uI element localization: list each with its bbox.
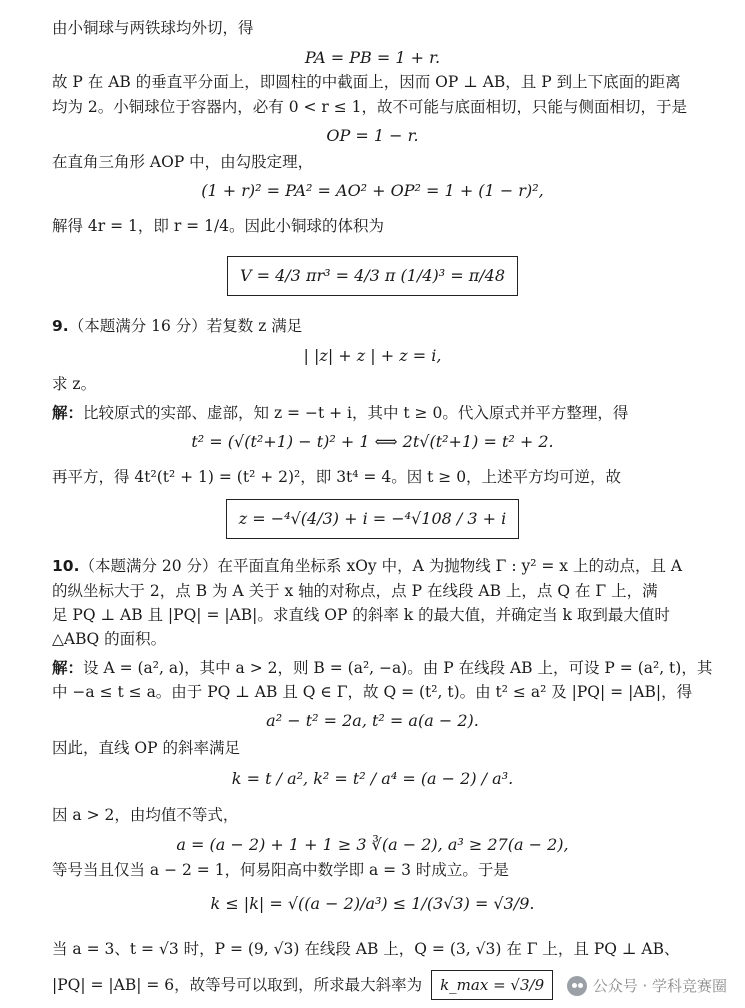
text-line: 因 a > 2，由均值不等式， (52, 806, 239, 824)
text-line: 再平方，得 4t²(t² + 1) = (t² + 2)²，即 3t⁴ = 4。因 t ≥ 0，上述平方均可逆，故 (52, 468, 622, 486)
boxed-result (0, 499, 745, 539)
text-line: △ABQ 的面积。 (52, 630, 167, 648)
problem-number: 9. (52, 317, 69, 335)
text-line: 均为 2。小铜球位于容器内，必有 0 < r ≤ 1，故不可能与底面相切，只能与侧面相切，于是 (52, 98, 688, 116)
equation: OP = 1 − r. (326, 126, 419, 145)
problem-statement: （本题满分 20 分）在平面直角坐标系 xOy 中，A 为抛物线 Γ : y² = x 上的动点，且 A (79, 557, 683, 575)
equation: k ≤ |k| = √((a − 2)/a³) ≤ 1/(3√3) = √3/9. (210, 894, 535, 913)
problem-header (52, 316, 302, 336)
boxed-equation: z = −⁴√(4/3) + i = −⁴√108 / 3 + i (226, 499, 520, 539)
problem-number: 10. (52, 557, 80, 575)
equation: t² = (√(t²+1) − t)² + 1 ⟺ 2t√(t²+1) = t² + 2. (191, 432, 554, 451)
solution-label: 解： (52, 658, 84, 677)
text-line: 中 −a ≤ t ≤ a。由于 PQ ⊥ AB 且 Q ∈ Γ，故 Q = (t², t)。由 t² ≤ a² 及 |PQ| = |AB|，得 (52, 683, 693, 701)
problem-header (52, 556, 682, 576)
final-text: |PQ| = |AB| = 6，故等号可以取到，所求最大斜率为 (52, 976, 423, 994)
text-line: 解得 4r = 1，即 r = 1/4。因此小铜球的体积为 (52, 217, 385, 235)
solution-text: 比较原式的实部、虚部，知 z = −t + i，其中 t ≥ 0。代入原式并平方整理，得 (83, 404, 629, 422)
text-line: 的纵坐标大于 2，点 B 为 A 关于 x 轴的对称点，点 P 在线段 AB 上，点 Q 在 Γ 上，满 (52, 582, 658, 600)
solution-line (52, 658, 712, 678)
text-line: 在直角三角形 AOP 中，由勾股定理， (52, 153, 314, 171)
boxed-result (0, 256, 745, 296)
equation: (1 + r)² = PA² = AO² + OP² = 1 + (1 − r)², (201, 181, 544, 200)
wechat-icon (567, 976, 587, 996)
equation: PA = PB = 1 + r. (304, 48, 441, 67)
text-line: 由小铜球与两铁球均外切，得 (52, 19, 254, 37)
watermark-text: 公众号 · 学科竞赛圈 (592, 977, 727, 995)
equation: k = t / a², k² = t² / a⁴ = (a − 2) / a³. (231, 769, 514, 788)
boxed-equation: V = 4/3 πr³ = 4/3 π (1/4)³ = π/48 (227, 256, 518, 296)
text-line: 故 P 在 AB 的垂直平分面上，即圆柱的中截面上，因而 OP ⊥ AB，且 P 到上下底面的距离 (52, 73, 681, 91)
equation: | |z| + z | + z = i, (303, 346, 442, 365)
watermark (567, 975, 727, 996)
text-line: 等号当且仅当 a − 2 = 1，何易阳高中数学即 a = 3 时成立。于是 (52, 861, 509, 879)
solution-label: 解： (52, 403, 84, 422)
solution-line (52, 403, 628, 423)
text-line: 足 PQ ⊥ AB 且 |PQ| = |AB|。求直线 OP 的斜率 k 的最大值，并确定当 k 取到最大值时 (52, 606, 670, 624)
solution-text: 设 A = (a², a)，其中 a > 2，则 B = (a², −a)。由 P 在线段 AB 上，可设 P = (a², t)，其 (83, 659, 713, 677)
boxed-equation: k_max = √3/9 (431, 970, 553, 1000)
final-line (52, 970, 553, 1000)
problem-statement: （本题满分 16 分）若复数 z 满足 (68, 317, 303, 335)
equation: a² − t² = 2a, t² = a(a − 2). (266, 711, 479, 730)
equation: a = (a − 2) + 1 + 1 ≥ 3 ∛(a − 2), a³ ≥ 27(a − 2), (176, 835, 569, 854)
text-line: 求 z。 (52, 375, 97, 393)
text-line: 因此，直线 OP 的斜率满足 (52, 739, 240, 757)
text-line: 当 a = 3、t = √3 时，P = (9, √3) 在线段 AB 上，Q = (3, √3) 在 Γ 上，且 PQ ⊥ AB、 (52, 940, 680, 958)
